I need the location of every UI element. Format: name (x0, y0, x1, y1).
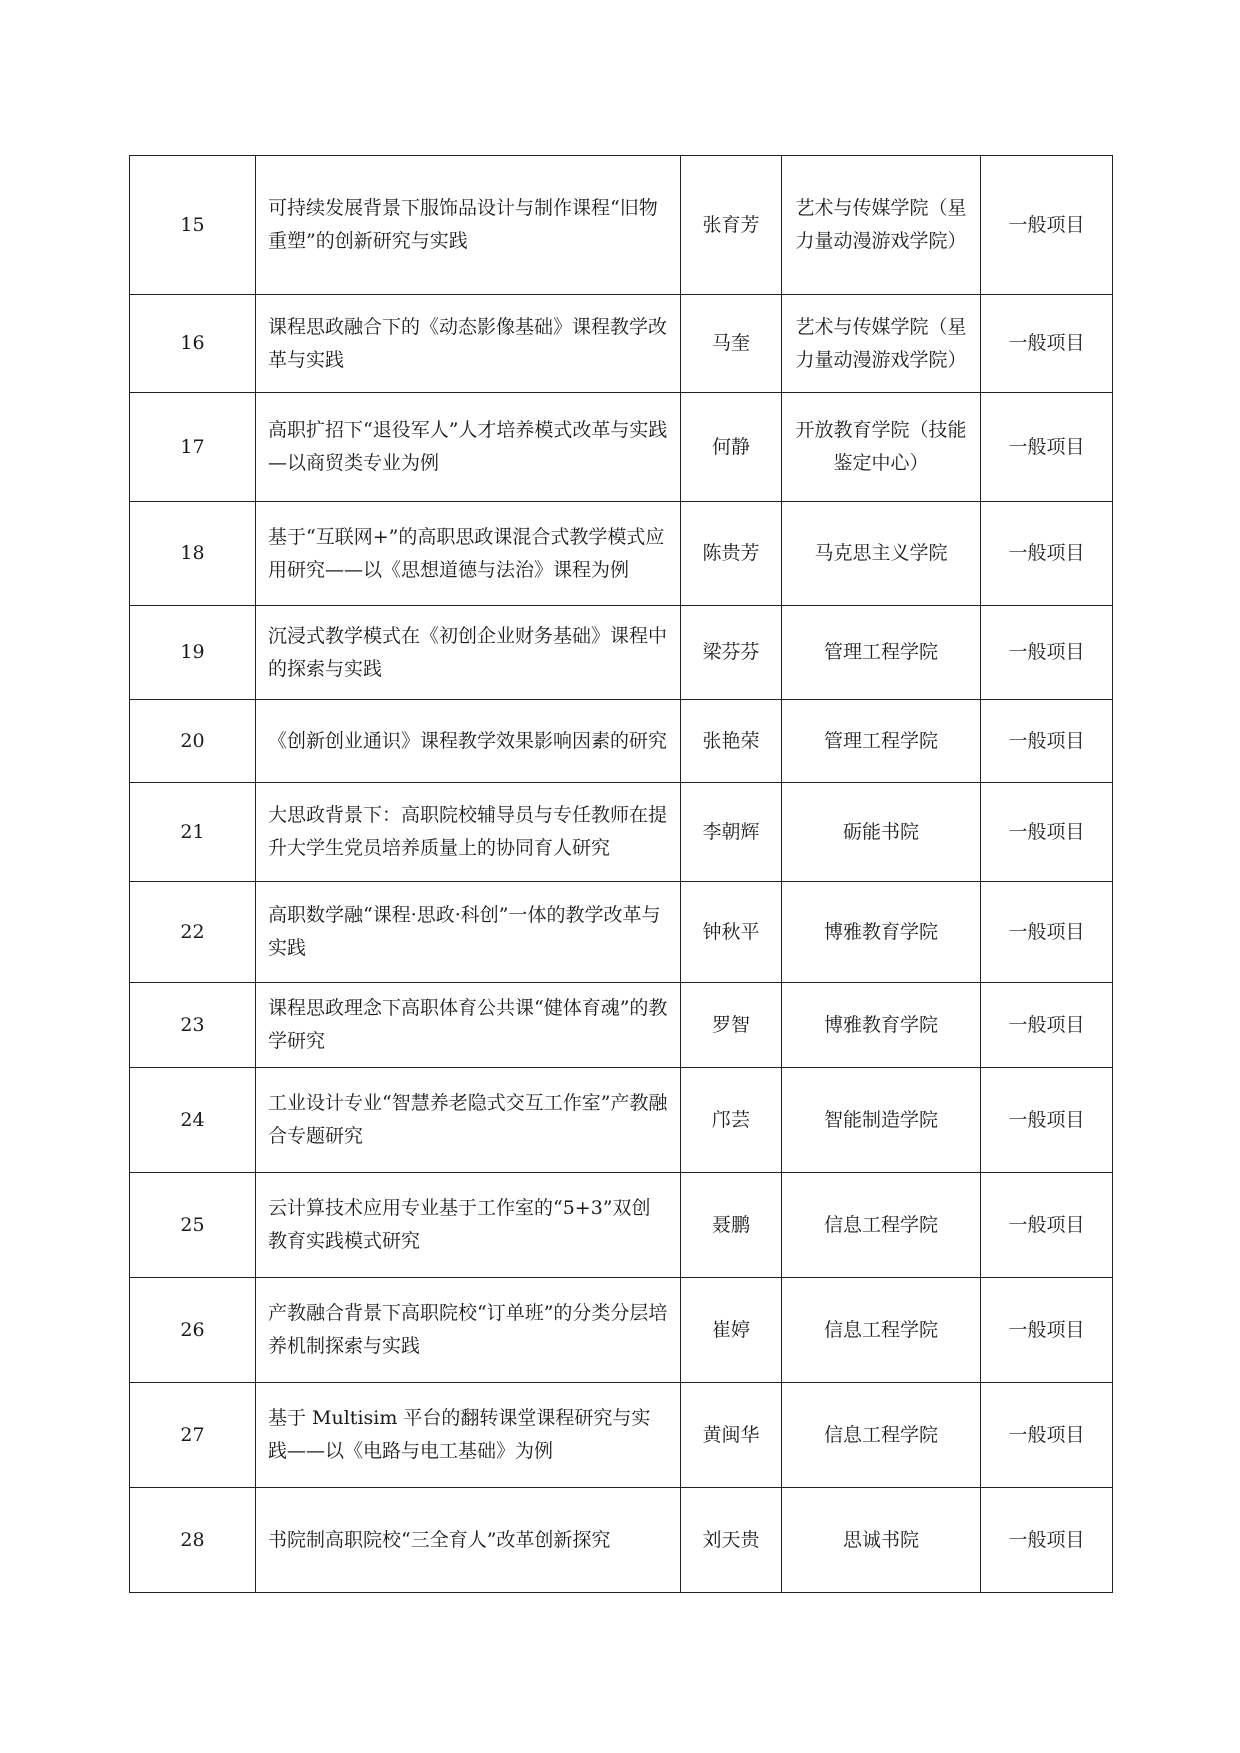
college-name: 信息工程学院 (823, 1423, 938, 1446)
project-title-cell (256, 1068, 681, 1173)
row-number: 22 (180, 920, 205, 943)
project-leader: 陈贵芳 (702, 542, 760, 564)
project-leader: 马奎 (711, 332, 750, 354)
project-type: 一般项目 (1008, 729, 1085, 752)
college-name-cell (782, 1383, 981, 1488)
project-title: 沉浸式教学模式在《初创企业财务基础》课程中的探索与实践 (268, 624, 668, 680)
project-title-cell (256, 882, 681, 983)
college-name-cell (782, 606, 981, 700)
project-type: 一般项目 (1008, 1423, 1085, 1446)
project-type-cell (981, 1488, 1113, 1593)
table-row (130, 1278, 1113, 1383)
project-type-cell (981, 393, 1113, 502)
project-type-cell (981, 700, 1113, 783)
row-number: 27 (180, 1423, 205, 1446)
project-leader-cell (681, 882, 782, 983)
college-name: 马克思主义学院 (814, 542, 948, 564)
project-title: 大思政背景下：高职院校辅导员与专任教师在提升大学生党员培养质量上的协同育人研究 (268, 804, 668, 859)
project-title: 高职扩招下“退役军人”人才培养模式改革与实践—以商贸类专业为例 (268, 419, 668, 474)
project-leader-cell (681, 700, 782, 783)
table-row (130, 1173, 1113, 1278)
project-title-cell (256, 783, 681, 882)
row-number: 19 (180, 641, 205, 663)
project-title-cell (256, 295, 681, 393)
project-type-cell (981, 1173, 1113, 1278)
table-row (130, 393, 1113, 502)
project-leader-cell (681, 1068, 782, 1173)
college-name: 信息工程学院 (823, 1318, 938, 1341)
project-type: 一般项目 (1008, 920, 1085, 943)
project-type-cell (981, 983, 1113, 1068)
project-title: 云计算技术应用专业基于工作室的“5+3”双创教育实践模式研究 (268, 1197, 651, 1252)
row-number-cell (130, 502, 256, 606)
college-name-cell (782, 1173, 981, 1278)
project-title-cell (256, 393, 681, 502)
project-type: 一般项目 (1008, 1013, 1085, 1036)
project-type-cell (981, 882, 1113, 983)
college-name: 管理工程学院 (823, 641, 938, 663)
row-number: 24 (180, 1108, 205, 1131)
project-type-cell (981, 156, 1113, 295)
college-name-cell (782, 1068, 981, 1173)
project-title-cell (256, 1173, 681, 1278)
row-number-cell (130, 783, 256, 882)
project-type: 一般项目 (1008, 1528, 1085, 1551)
project-title-cell (256, 1488, 681, 1593)
project-title: 基于 Multisim 平台的翻转课堂课程研究与实践——以《电路与电工基础》为例 (268, 1407, 651, 1462)
project-title: 产教融合背景下高职院校“订单班”的分类分层培养机制探索与实践 (268, 1302, 668, 1357)
project-type: 一般项目 (1008, 1318, 1085, 1341)
project-type-cell (981, 1383, 1113, 1488)
project-leader-cell (681, 983, 782, 1068)
project-leader: 刘天贵 (702, 1528, 760, 1551)
project-type: 一般项目 (1008, 213, 1085, 236)
project-title: 工业设计专业“智慧养老隐式交互工作室”产教融合专题研究 (268, 1092, 668, 1147)
college-name: 智能制造学院 (823, 1108, 938, 1131)
row-number-cell (130, 1383, 256, 1488)
row-number-cell (130, 1173, 256, 1278)
row-number: 21 (180, 820, 205, 843)
project-title-cell (256, 700, 681, 783)
row-number-cell (130, 983, 256, 1068)
project-title-cell (256, 502, 681, 606)
row-number: 28 (180, 1528, 205, 1551)
project-leader: 邝芸 (711, 1108, 750, 1131)
row-number: 23 (180, 1013, 205, 1036)
project-leader: 张艳荣 (702, 729, 760, 752)
table-row (130, 502, 1113, 606)
college-name: 管理工程学院 (823, 729, 938, 752)
row-number: 25 (180, 1213, 205, 1236)
project-leader: 崔婷 (711, 1318, 750, 1341)
table-row (130, 1068, 1113, 1173)
project-leader-cell (681, 1383, 782, 1488)
project-type-cell (981, 295, 1113, 393)
project-leader: 罗智 (711, 1013, 750, 1036)
project-leader: 梁芬芬 (702, 641, 760, 663)
project-type-cell (981, 502, 1113, 606)
row-number: 16 (180, 332, 205, 354)
table-row (130, 295, 1113, 393)
project-leader-cell (681, 783, 782, 882)
project-type-cell (981, 783, 1113, 882)
project-type-cell (981, 1278, 1113, 1383)
project-title: 高职数学融“课程·思政·科创”一体的教学改革与实践 (268, 904, 661, 959)
project-title: 《创新创业通识》课程教学效果影响因素的研究 (268, 729, 668, 752)
college-name-cell (782, 1488, 981, 1593)
row-number: 17 (180, 435, 205, 458)
project-type: 一般项目 (1008, 820, 1085, 843)
college-name: 砺能书院 (842, 820, 919, 843)
project-title: 基于“互联网+”的高职思政课混合式教学模式应用研究——以《思想道德与法治》课程为例 (268, 525, 665, 581)
project-leader: 钟秋平 (702, 920, 760, 943)
row-number-cell (130, 700, 256, 783)
project-type-cell (981, 606, 1113, 700)
project-leader: 张育芳 (702, 213, 760, 236)
table-row (130, 156, 1113, 295)
project-type: 一般项目 (1008, 641, 1085, 663)
table-row (130, 606, 1113, 700)
project-table (129, 155, 1113, 1593)
project-leader-cell (681, 1278, 782, 1383)
project-title: 课程思政理念下高职体育公共课“健体育魂”的教学研究 (268, 997, 668, 1052)
project-type: 一般项目 (1008, 1108, 1085, 1131)
project-leader: 黄闽华 (702, 1423, 760, 1446)
college-name-cell (782, 1278, 981, 1383)
project-title-cell (256, 606, 681, 700)
project-table-body (130, 156, 1113, 1593)
project-leader-cell (681, 156, 782, 295)
project-leader: 何静 (711, 435, 750, 458)
table-row (130, 783, 1113, 882)
table-row (130, 983, 1113, 1068)
college-name: 开放教育学院（技能鉴定中心） (795, 419, 967, 474)
row-number-cell (130, 1488, 256, 1593)
row-number-cell (130, 156, 256, 295)
college-name: 博雅教育学院 (823, 920, 938, 943)
project-title-cell (256, 1278, 681, 1383)
table-row (130, 882, 1113, 983)
row-number-cell (130, 1278, 256, 1383)
project-leader-cell (681, 606, 782, 700)
college-name-cell (782, 156, 981, 295)
project-leader-cell (681, 502, 782, 606)
college-name-cell (782, 783, 981, 882)
project-type: 一般项目 (1008, 332, 1085, 354)
project-title-cell (256, 1383, 681, 1488)
row-number: 15 (180, 213, 205, 236)
table-row (130, 700, 1113, 783)
college-name-cell (782, 393, 981, 502)
project-title: 课程思政融合下的《动态影像基础》课程教学改革与实践 (268, 315, 668, 371)
college-name: 艺术与传媒学院（星力量动漫游戏学院） (795, 315, 967, 371)
college-name: 信息工程学院 (823, 1213, 938, 1236)
row-number: 20 (180, 729, 205, 752)
project-title-cell (256, 983, 681, 1068)
row-number-cell (130, 882, 256, 983)
college-name: 博雅教育学院 (823, 1013, 938, 1036)
project-title: 书院制高职院校“三全育人”改革创新探究 (268, 1528, 611, 1551)
row-number: 26 (180, 1318, 205, 1341)
project-leader-cell (681, 1488, 782, 1593)
table-row (130, 1488, 1113, 1593)
college-name-cell (782, 983, 981, 1068)
project-leader-cell (681, 295, 782, 393)
college-name: 思诚书院 (842, 1528, 919, 1551)
college-name-cell (782, 700, 981, 783)
project-type: 一般项目 (1008, 542, 1085, 564)
row-number: 18 (180, 542, 205, 564)
project-leader: 李朝辉 (702, 820, 760, 843)
project-title-cell (256, 156, 681, 295)
row-number-cell (130, 606, 256, 700)
row-number-cell (130, 295, 256, 393)
college-name-cell (782, 502, 981, 606)
college-name: 艺术与传媒学院（星力量动漫游戏学院） (795, 197, 967, 252)
project-type: 一般项目 (1008, 1213, 1085, 1236)
project-leader-cell (681, 393, 782, 502)
project-leader: 聂鹏 (711, 1213, 750, 1236)
project-type: 一般项目 (1008, 435, 1085, 458)
table-row (130, 1383, 1113, 1488)
row-number-cell (130, 393, 256, 502)
college-name-cell (782, 882, 981, 983)
college-name-cell (782, 295, 981, 393)
project-title: 可持续发展背景下服饰品设计与制作课程“旧物重塑”的创新研究与实践 (268, 197, 658, 252)
project-type-cell (981, 1068, 1113, 1173)
row-number-cell (130, 1068, 256, 1173)
project-leader-cell (681, 1173, 782, 1278)
